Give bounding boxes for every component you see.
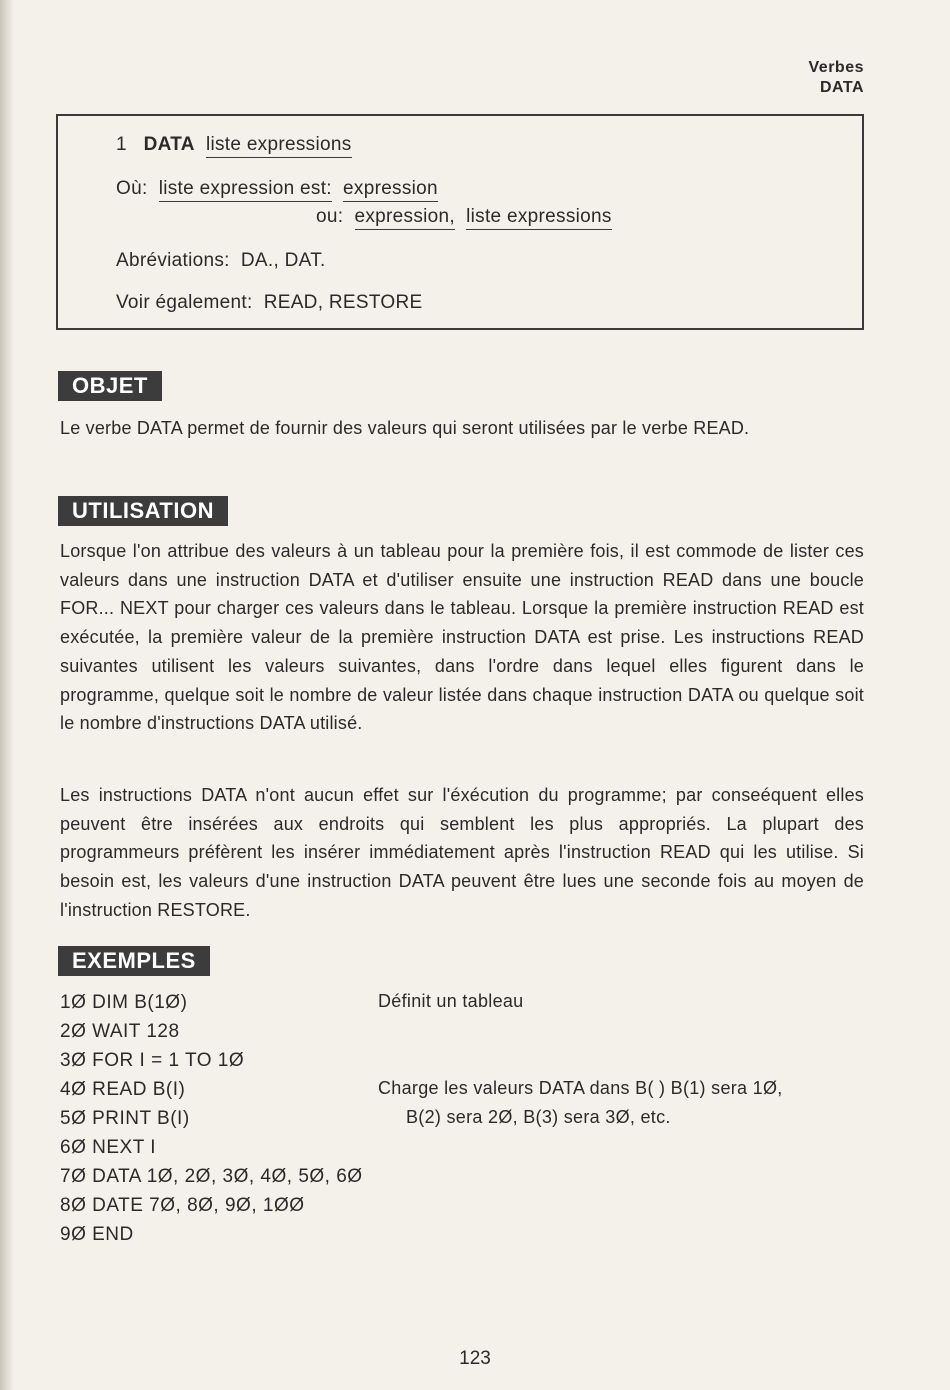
utilisation-paragraph-1: Lorsque l'on attribue des valeurs à un tableau pour la première fois, il est commode de lister ces valeurs dans une instruction DATA et d'utiliser ensuite une instruction READ dans une boucle FOR... NEXT pour charger ces valeurs dans le tableau. Lorsque la première instruction READ est exécutée, la première valeur de la première instruction DATA est prise. Les instructions READ suivantes utilisent les valeurs suivantes, dans l'ordre dans lequel elles figurent dans le programme, quelque soit le nombre de valeur listée dans chaque instruction DATA ou quelque soit le nombre d'instructions DATA utilisé. bbox=[60, 541, 864, 734]
code-line: 2Ø WAIT 128 bbox=[60, 1021, 180, 1042]
alt-expression: expression, bbox=[355, 206, 455, 230]
syntax-box bbox=[56, 114, 864, 330]
abbrev-label: Abréviations: bbox=[116, 250, 230, 271]
ou-label: Où: bbox=[116, 178, 148, 199]
section-exemples-title: EXEMPLES bbox=[58, 946, 210, 976]
header-chapter: Verbes bbox=[808, 59, 864, 76]
page-edge-shadow bbox=[0, 0, 14, 1390]
code-comment-1: Définit un tableau bbox=[378, 991, 524, 1011]
abbrev-value: DA., DAT. bbox=[240, 250, 326, 271]
syntax-form: liste expressions bbox=[206, 134, 352, 158]
syntax-form-line bbox=[116, 134, 352, 156]
code-line: 7Ø DATA 1Ø, 2Ø, 3Ø, 4Ø, 5Ø, 6Ø bbox=[60, 1166, 363, 1187]
code-line: 5Ø PRINT B(I) bbox=[60, 1108, 190, 1129]
see-also-line bbox=[116, 292, 422, 314]
code-line: 1Ø DIM B(1Ø) bbox=[60, 992, 188, 1013]
voir-label: Voir également: bbox=[116, 292, 253, 313]
syntax-definition-line bbox=[116, 178, 438, 200]
code-listing bbox=[60, 988, 363, 1249]
code-comment-2b: B(2) sera 2Ø, B(3) sera 3Ø, etc. bbox=[406, 1107, 671, 1127]
code-line: 6Ø NEXT I bbox=[60, 1137, 157, 1158]
code-comment-2a: Charge les valeurs DATA dans B( ) B(1) sera 1Ø, bbox=[378, 1078, 783, 1098]
code-line: 3Ø FOR I = 1 TO 1Ø bbox=[60, 1050, 245, 1071]
code-line: 8Ø DATE 7Ø, 8Ø, 9Ø, 1ØØ bbox=[60, 1195, 305, 1216]
code-line: 4Ø READ B(I) bbox=[60, 1079, 186, 1100]
syntax-number: 1 bbox=[116, 134, 127, 155]
alt-list: liste expressions bbox=[466, 206, 612, 230]
definition-left: liste expression est: bbox=[159, 178, 332, 202]
header-topic: DATA bbox=[819, 79, 864, 96]
ou2-label: ou: bbox=[316, 206, 344, 227]
code-line: 9Ø END bbox=[60, 1224, 134, 1245]
running-header bbox=[809, 58, 864, 98]
syntax-alternative-line bbox=[316, 206, 612, 228]
section-objet-title: OBJET bbox=[58, 371, 162, 401]
abbreviations-line bbox=[116, 250, 326, 272]
section-utilisation-title: UTILISATION bbox=[58, 496, 228, 526]
utilisation-paragraph-2: Les instructions DATA n'ont aucun effet sur l'éxécution du programme; par conseéquent elles peuvent être insérées aux endroits qui semblent les plus appropriés. La plupart des programmeurs préfèrent les insérer immédiatement après l'instruction READ qui les utilise. Si besoin est, les valeurs d'une instruction DATA peuvent être lues une seconde fois au moyen de l'instruction RESTORE. bbox=[60, 785, 864, 920]
syntax-keyword: DATA bbox=[143, 134, 195, 155]
definition-right: expression bbox=[343, 178, 438, 202]
voir-value: READ, RESTORE bbox=[263, 292, 423, 313]
page-number: 123 bbox=[459, 1348, 491, 1369]
objet-text: Le verbe DATA permet de fournir des valeurs qui seront utilisées par le verbe READ. bbox=[60, 418, 750, 438]
